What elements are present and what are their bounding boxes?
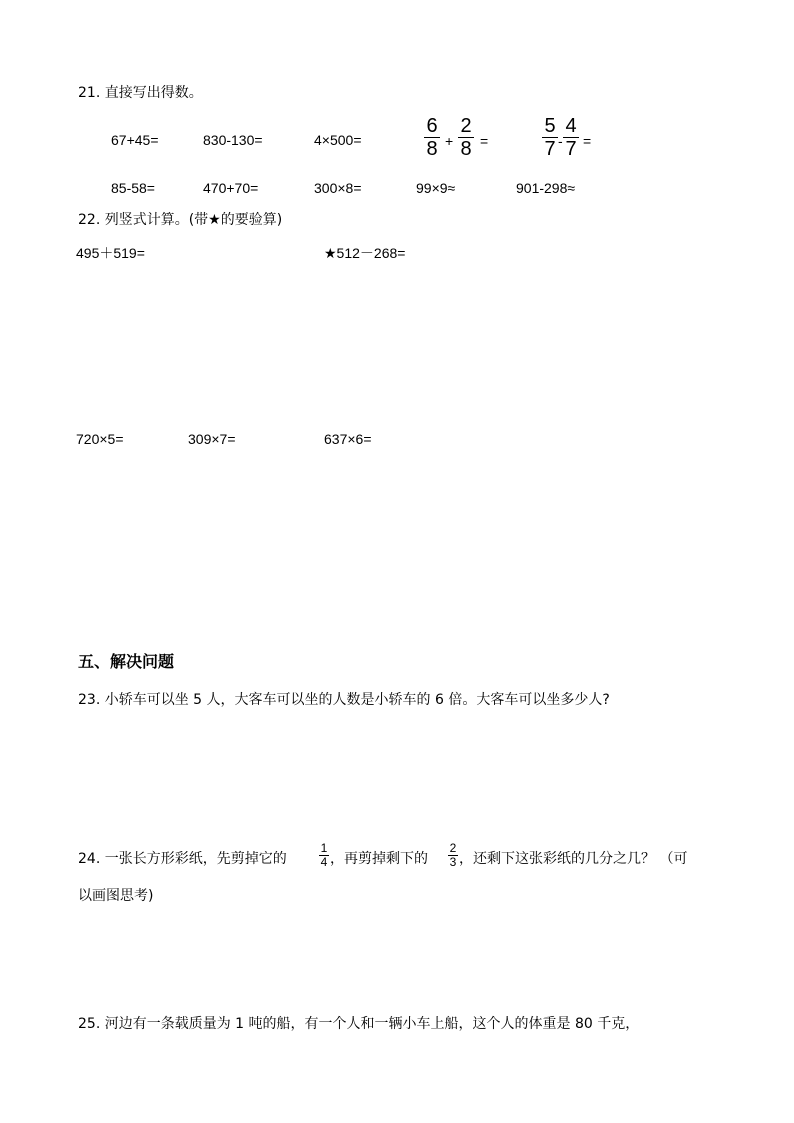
fraction-two-thirds [448,842,458,869]
oral-calc-item: 470+70= [203,180,259,196]
oral-calc-item: 99×9≈ [416,180,456,196]
question-24-text-line2: 以画图思考) [78,888,154,904]
oral-calc-item: 300×8= [314,180,362,196]
question-25-text: 25. 河边有一条载质量为 1 吨的船，有一个人和一辆小车上船，这个人的体重是 80 千克， [78,1016,640,1032]
vertical-calc-item: 720×5= [76,431,124,447]
question-24-text-part2: ，再剪掉剩下的 [330,851,428,867]
numerator: 6 [426,115,438,137]
fraction-two-eighths [458,115,474,160]
question-24-text-part3: ，还剩下这张彩纸的几分之几？ （可 [459,851,688,867]
vertical-calc-item-starred: ★512－268= [324,245,406,261]
vertical-calc-item: 637×6= [324,431,372,447]
numerator: 2 [460,115,472,137]
equals-sign: = [583,133,592,149]
fraction-six-eighths [424,115,440,160]
minus-sign: - [558,133,563,149]
oral-calc-item: 901-298≈ [516,180,576,196]
fraction-five-sevenths [542,115,558,160]
denominator: 8 [460,138,472,160]
oral-calc-item: 67+45= [111,132,159,148]
fraction-one-quarter [319,842,329,869]
denominator: 7 [544,138,556,160]
section-heading: 五、解决问题 [78,652,175,671]
denominator: 3 [449,855,457,869]
denominator: 7 [565,138,577,160]
numerator: 1 [320,841,328,855]
question-23-text: 23. 小轿车可以坐 5 人，大客车可以坐的人数是小轿车的 6 倍。大客车可以坐多少人? [78,692,610,708]
question-24-text-part1: 24. 一张长方形彩纸，先剪掉它的 [78,851,287,867]
numerator: 2 [449,841,457,855]
numerator: 4 [565,115,577,137]
denominator: 4 [320,855,328,869]
question-21-label: 21. 直接写出得数。 [78,85,203,101]
oral-calc-item: 4×500= [314,132,362,148]
oral-calc-item: 85-58= [111,180,155,196]
plus-sign: + [445,133,454,149]
vertical-calc-item: 309×7= [188,431,236,447]
denominator: 8 [426,138,438,160]
equals-sign: = [480,133,489,149]
vertical-calc-item: 495＋519= [76,245,145,261]
numerator: 5 [544,115,556,137]
fraction-four-sevenths [563,115,579,160]
oral-calc-item: 830-130= [203,132,263,148]
question-22-label: 22. 列竖式计算。(带★的要验算) [78,212,283,228]
